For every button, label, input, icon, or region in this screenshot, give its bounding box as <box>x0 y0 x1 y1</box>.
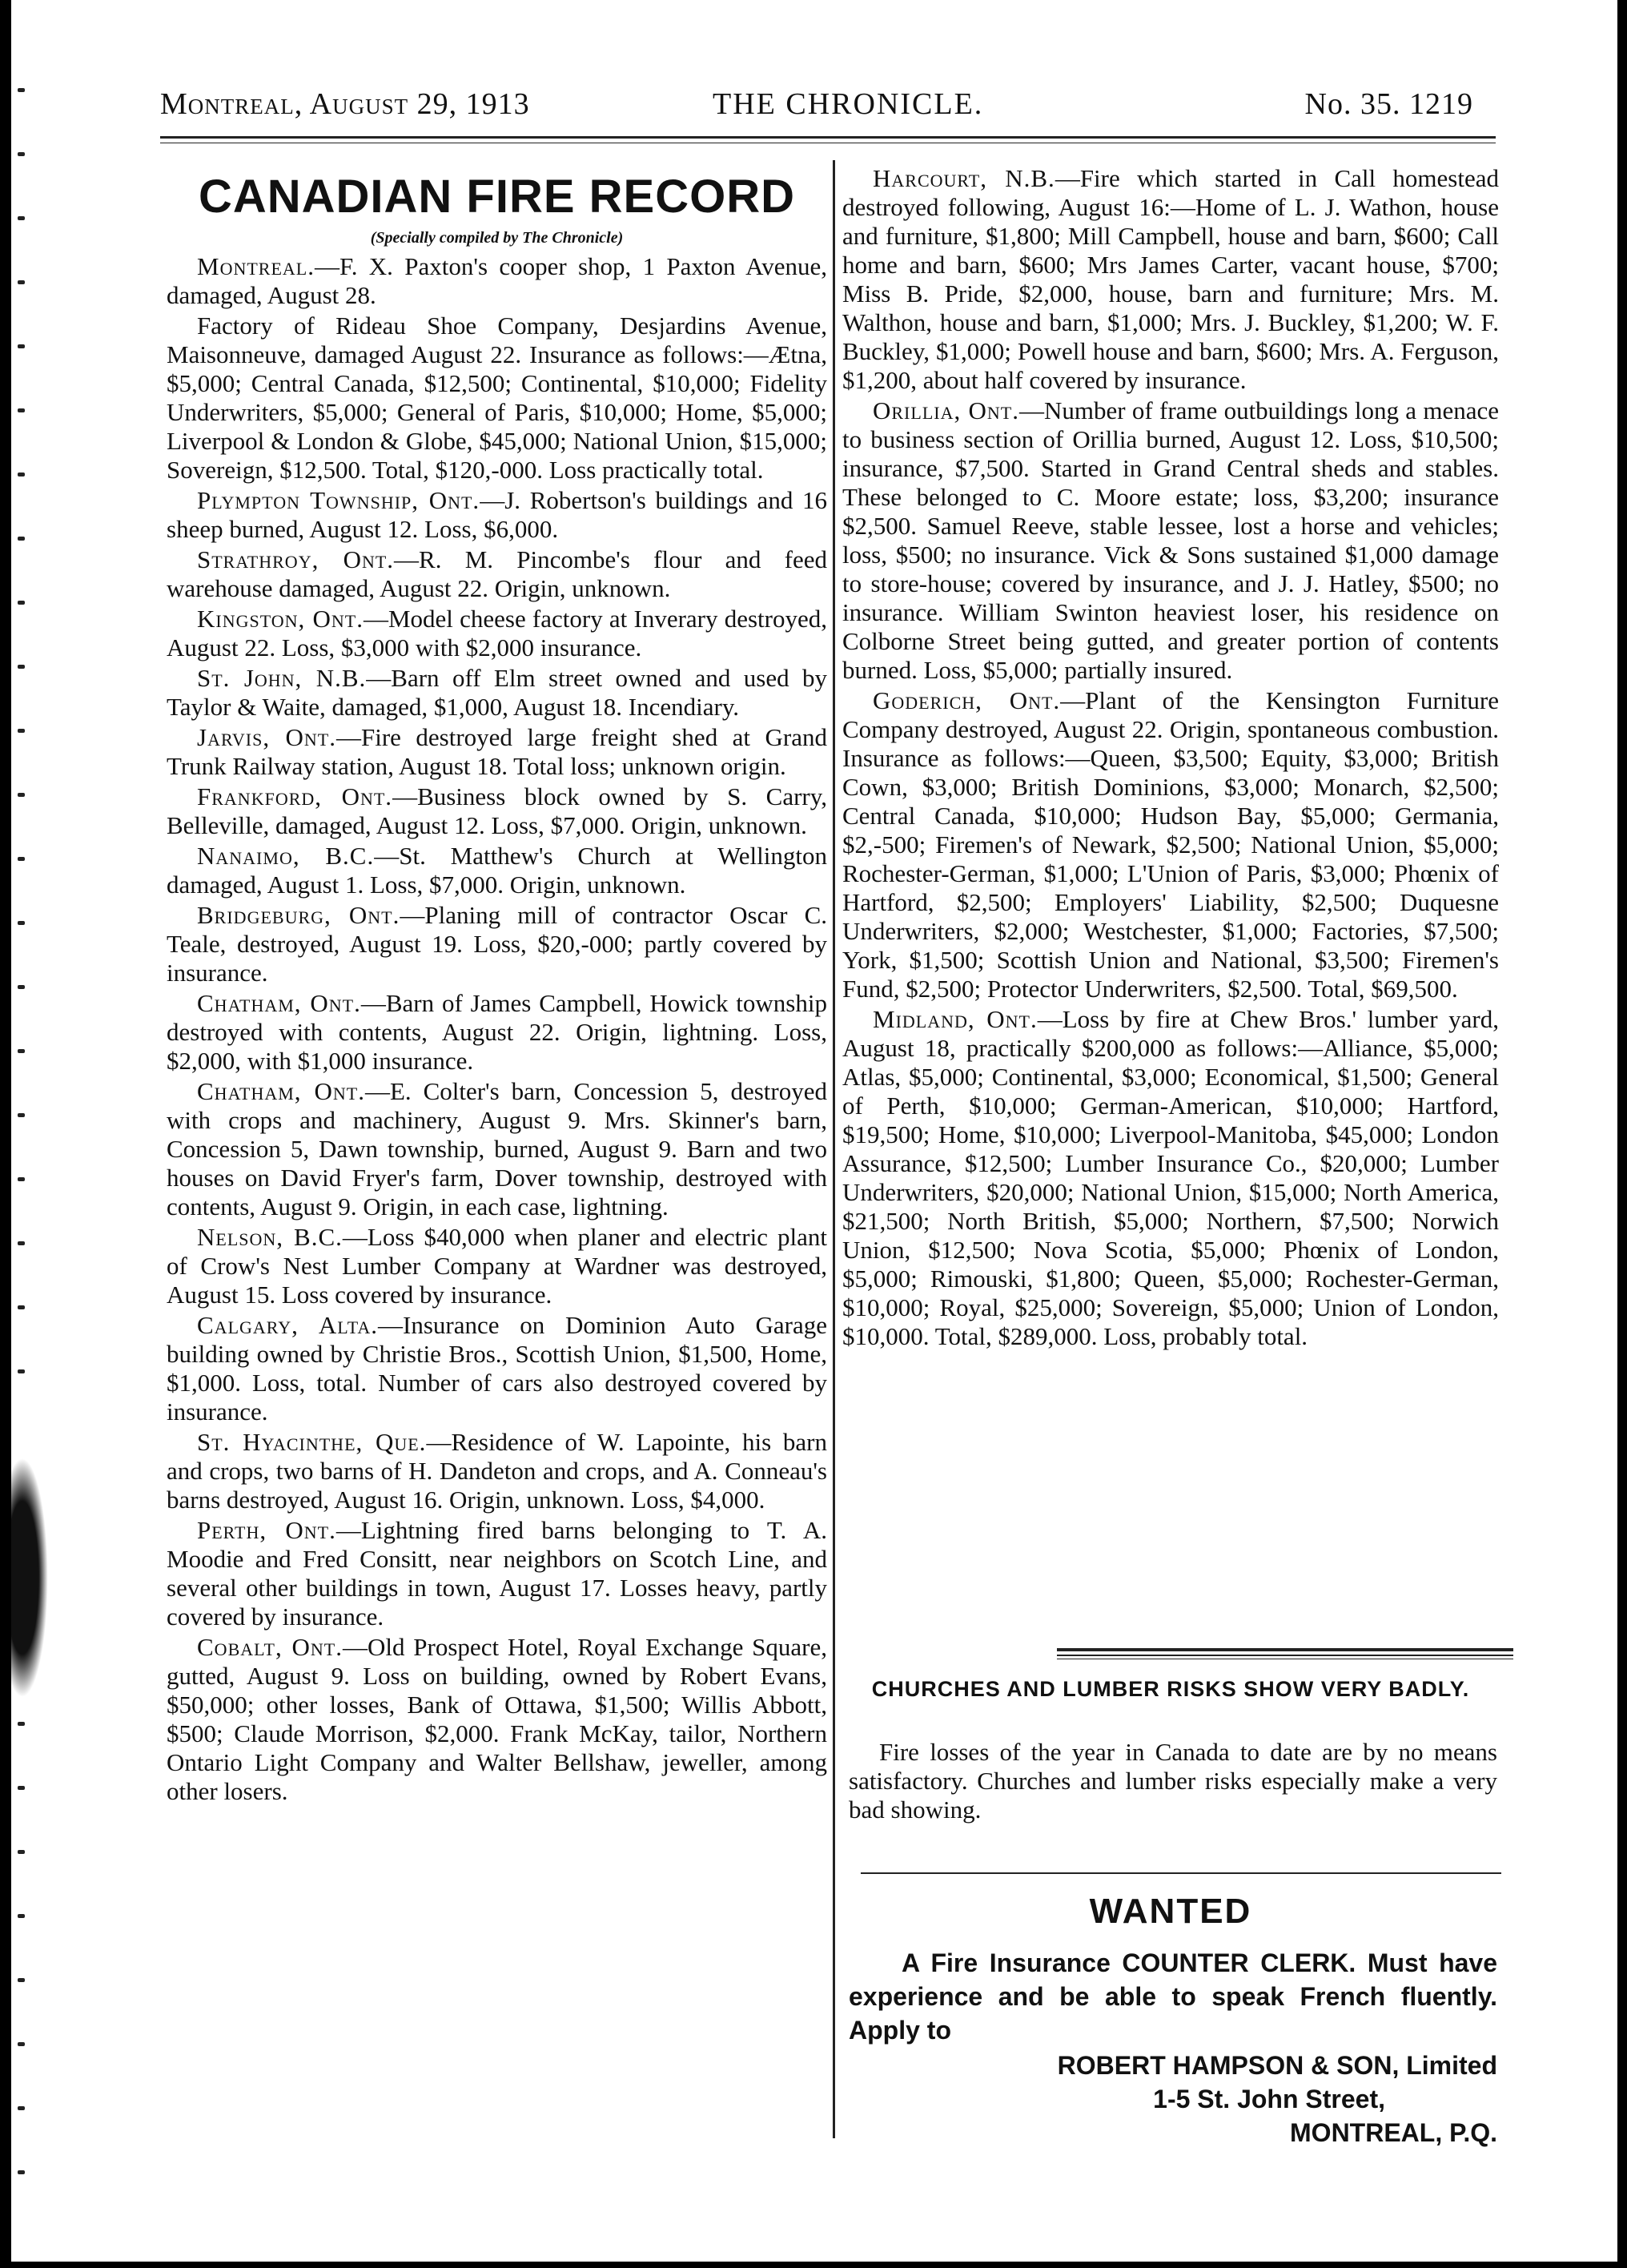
churches-heading: CHURCHES AND LUMBER RISKS SHOW VERY BADLY. <box>871 1677 1470 1701</box>
fire-entry <box>167 1077 827 1221</box>
fire-entry <box>167 842 827 899</box>
fire-entry-place: St. Hyacinthe, Que. <box>197 1428 427 1456</box>
fire-entry-place: Kingston, Ont. <box>197 605 364 633</box>
column-divider <box>833 160 835 2138</box>
section-rule-thin <box>1057 1655 1513 1656</box>
left-column <box>167 164 827 1808</box>
fire-entry-text: —J. Robertson's buildings and 16 sheep burned, August 12. Loss, $6,000. <box>167 486 828 543</box>
header-dateline: Montreal, August 29, 1913 <box>160 87 530 121</box>
section-rule-thick <box>1057 1648 1513 1651</box>
fire-entry <box>167 989 827 1076</box>
fire-record-entries <box>167 252 827 1806</box>
wanted-rule <box>861 1872 1501 1874</box>
header-rule-top <box>160 136 1496 139</box>
fire-entry-text: —Barn of James Campbell, Howick township destroyed with contents, August 22. Origin, lightning. Loss, $2,000, with $1,000 insurance. <box>167 989 827 1075</box>
fire-entry-text: —Loss $40,000 when planer and electric plant of Crow's Nest Lumber Company at Wardner was destroyed, August 15. Loss covered by insurance. <box>167 1223 827 1309</box>
fire-entry-text: —Planing mill of contractor Oscar C. Teale, destroyed, August 19. Loss, $20,-000; partly covered by insurance. <box>167 901 828 987</box>
fire-entry <box>167 901 827 987</box>
fire-entry-text: —Plant of the Kensington Furniture Company destroyed, August 22. Origin, spontaneous combustion. Insurance as follows:—Queen, $3,500; Equity, $3,000; British Cown, $3,000; British Dominions, $3,000; Monarch, $2,500; Central Canada, $10,000; Hudson Bay, $5,000; Germania, $2,-500; Firemen's of Newark, $2,500; National Union, $5,000; Rochester-German, $1,000; L'Union of Paris, $3,000; Phœnix of Hartford, $2,500; Employers' Liability, $2,500; Duquesne Underwriters, $2,000; Westchester, $1,000; Factories, $7,500; York, $1,500; Scottish Union and National, $3,500; Firemen's Fund, $2,500; Protector Underwriters, $2,500. Total, $69,500. <box>842 686 1499 1003</box>
fire-entry-place: St. John, N.B. <box>197 664 367 692</box>
churches-paragraph: Fire losses of the year in Canada to date are by no means satisfactory. Churches and lumber risks especially make a very bad showing. <box>849 1738 1497 1824</box>
fire-entry <box>842 396 1499 685</box>
fire-entry-text: —Residence of W. Lapointe, his barn and crops, two barns of H. Dandeton and crops, and A. Conneau's barns destroyed, August 16. Origin, unknown. Loss, $4,000. <box>167 1428 827 1514</box>
fire-entry-place: Bridgeburg, Ont. <box>197 901 400 929</box>
fire-entry-text: —F. X. Paxton's cooper shop, 1 Paxton Avenue, damaged, August 28. <box>167 252 827 309</box>
fire-entry-place: Chatham, Ont. <box>197 1077 365 1105</box>
fire-entry <box>842 1005 1499 1351</box>
fire-entry <box>167 664 827 722</box>
fire-entry-place: Nelson, B.C. <box>197 1223 343 1251</box>
fire-entry-text: —Lightning fired barns belonging to T. A. Moodie and Fred Consitt, near neighbors on Scotch Line, and several other buildings in town, August 17. Losses heavy, partly covered by insurance. <box>167 1516 827 1631</box>
wanted-paragraph: A Fire Insurance COUNTER CLERK. Must have experience and be able to speak French fluently. Apply to <box>849 1948 1497 2045</box>
fire-entry <box>167 1223 827 1309</box>
fire-entry-text: —E. Colter's barn, Concession 5, destroyed with crops and machinery, August 9. Mrs. Skinner's barn, Concession 5, Dawn township, burned, August 9. Barn and two houses on David Fryer's farm, Dover township, destroyed with contents, August 9. Origin, in each case, lightning. <box>167 1077 827 1220</box>
scan-border-bottom <box>0 2262 1627 2268</box>
fire-entry-text: —St. Matthew's Church at Wellington damaged, August 1. Loss, $7,000. Origin, unknown. <box>167 842 827 899</box>
fire-entry-place: Chatham, Ont. <box>197 989 361 1017</box>
right-column <box>842 164 1499 1353</box>
fire-entry <box>167 723 827 781</box>
fire-entry-place: Goderich, Ont. <box>873 686 1061 714</box>
wanted-address: 1-5 St. John Street, <box>1153 2085 1385 2113</box>
fire-entry <box>167 252 827 310</box>
fire-entry <box>167 1516 827 1631</box>
fire-entry-place: Montreal. <box>197 252 315 280</box>
fire-entry-place: Perth, Ont. <box>197 1516 336 1544</box>
fire-entry <box>167 1311 827 1426</box>
wanted-heading: WANTED <box>1089 1892 1252 1931</box>
binding-holes <box>18 0 34 2268</box>
fire-entry-place: Plympton Township, Ont. <box>197 486 480 514</box>
fire-entry-place: Cobalt, Ont. <box>197 1633 343 1661</box>
running-header <box>160 86 1473 135</box>
ink-blot <box>11 1458 48 1698</box>
fire-entry-place: Midland, Ont. <box>873 1005 1038 1033</box>
fire-entry <box>167 1428 827 1514</box>
fire-entry <box>167 605 827 662</box>
fire-record-entries-continued <box>842 164 1499 1351</box>
fire-record-title: CANADIAN FIRE RECORD <box>199 171 795 223</box>
fire-entry-text: —Fire which started in Call homestead destroyed following, August 16:—Home of L. J. Wathon, house and furniture, $1,800; Mill Campbell, house and barn, $600; Call home and barn, $600; Mrs James Carter, vacant house, $700; Miss B. Pride, $2,000, house, barn and furniture; Mrs. M. Walthon, house and barn, $1,000; Mrs. J. Buckley, $1,200; W. F. Buckley, $1,000; Powell house and barn, $600; Mrs. A. Ferguson, $1,200, about half covered by insurance. <box>842 164 1499 394</box>
fire-entry-text: —Old Prospect Hotel, Royal Exchange Square, gutted, August 9. Loss on building, owned by Robert Evans, $50,000; other losses, Bank of Ottawa, $1,500; Willis Abbott, $500; Claude Morrison, $2,000. Frank McKay, tailor, Northern Ontario Light Company and Walter Bellshaw, jeweller, among other losers. <box>167 1633 827 1805</box>
fire-entry-place: Orillia, Ont. <box>873 396 1019 424</box>
fire-entry <box>842 164 1499 395</box>
scan-border-left <box>0 0 11 2268</box>
fire-entry-text: Factory of Rideau Shoe Company, Desjardins Avenue, Maisonneuve, damaged August 22. Insurance as follows:—Ætna, $5,000; Central Canada, $12,500; Continental, $10,000; Fidelity Underwriters, $5,000; General of Paris, $10,000; Home, $5,000; Liverpool & London & Globe, $45,000; National Union, $15,000; Sovereign, $12,500. Total, $120,-000. Loss practically total. <box>167 312 827 484</box>
header-page-number: No. 35. 1219 <box>1304 87 1473 121</box>
fire-entry-place: Jarvis, Ont. <box>197 723 336 751</box>
fire-entry <box>842 686 1499 1003</box>
wanted-contact <box>849 2049 1497 2149</box>
scan-border-right <box>1617 0 1627 2268</box>
fire-entry-text: —Fire destroyed large freight shed at Grand Trunk Railway station, August 18. Total loss; unknown origin. <box>167 723 827 780</box>
fire-entry <box>167 545 827 603</box>
fire-entry-text: —Loss by fire at Chew Bros.' lumber yard, August 18, practically $200,000 as follows:—Alliance, $5,000; Atlas, $5,000; Continental, $3,000; Economical, $1,500; General of Perth, $10,000; German-American, $10,000; Hartford, $19,500; Home, $10,000; Liverpool-Manitoba, $45,000; London Assurance, $12,500; Lumber Insurance Co., $20,000; Lumber Underwriters, $20,000; National Union, $15,000; North America, $21,500; North British, $5,000; Northern, $7,500; Norwich Union, $12,500; Nova Scotia, $5,000; Phœnix of London, $5,000; Rimouski, $1,800; Queen, $5,000; Rochester-German, $10,000; Royal, $25,000; Sovereign, $5,000; Union of London, $10,000. Total, $289,000. Loss, probably total. <box>842 1005 1499 1350</box>
wanted-company-name: ROBERT HAMPSON & SON, Limited <box>1057 2051 1497 2080</box>
fire-entry <box>167 782 827 840</box>
wanted-city: MONTREAL, P.Q. <box>1290 2118 1497 2147</box>
fire-entry-text: —Business block owned by S. Carry, Belleville, damaged, August 12. Loss, $7,000. Origin, unknown. <box>167 782 827 839</box>
fire-entry-text: —Model cheese factory at Inverary destroyed, August 22. Loss, $3,000 with $2,000 insurance. <box>167 605 827 662</box>
fire-entry-text: —Number of frame outbuildings long a menace to business section of Orillia burned, August 12. Loss, $10,500; insurance, $7,500. Started in Grand Central sheds and stables. These belonged to C. Moore estate; loss, $3,200; insurance $2,500. Samuel Reeve, stable lessee, lost a horse and vehicles; loss, $500; no insurance. Vick & Sons sustained $1,000 damage to store-house; covered by insurance, and J. J. Hatley, $500; no insurance. William Swinton heaviest loser, his residence on Colborne Street being gutted, and greater portion of contents burned. Loss, $5,000; partially insured. <box>842 396 1499 684</box>
fire-entry-place: Harcourt, N.B. <box>873 164 1055 192</box>
fire-entry-place: Frankford, Ont. <box>197 782 393 810</box>
fire-entry-place: Nanaimo, B.C. <box>197 842 375 870</box>
fire-record-subtitle: (Specially compiled by The Chronicle) <box>370 229 624 247</box>
fire-entry <box>167 486 827 544</box>
fire-entry <box>167 1633 827 1806</box>
fire-entry-place: Calgary, Alta. <box>197 1311 379 1339</box>
fire-entry-text: —Barn off Elm street owned and used by Taylor & Waite, damaged, $1,000, August 18. Incendiary. <box>167 664 827 721</box>
fire-entry-text: —Insurance on Dominion Auto Garage building owned by Christie Bros., Scottish Union, $1,500, Home, $1,000. Loss, total. Number of cars also destroyed covered by insurance. <box>167 1311 827 1426</box>
fire-entry <box>167 312 827 485</box>
fire-entry-place: Strathroy, Ont. <box>197 545 395 573</box>
header-publication: THE CHRONICLE. <box>713 87 984 121</box>
fire-entry-text: —R. M. Pincombe's flour and feed warehouse damaged, August 22. Origin, unknown. <box>167 545 827 602</box>
